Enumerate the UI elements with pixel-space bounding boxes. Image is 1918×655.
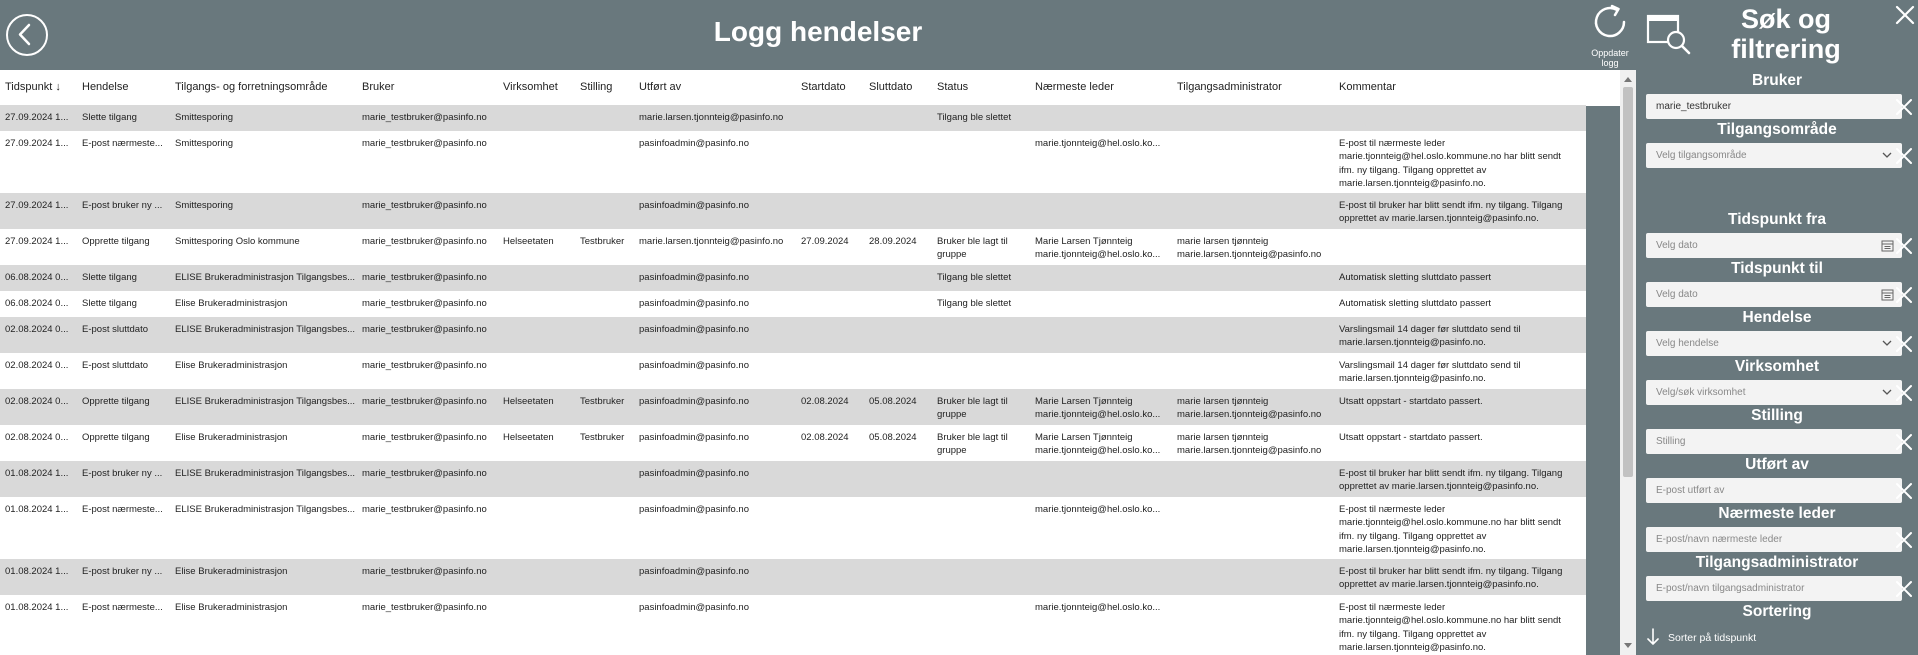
chevron-down-icon [1882, 338, 1892, 348]
cell-sluttdato [869, 359, 933, 389]
calendar-icon[interactable] [1881, 288, 1894, 301]
col-header-tilgangsadministrator[interactable]: Tilgangsadministrator [1177, 81, 1282, 93]
cell-kommentar: Utsatt oppstart - startdato passert. [1339, 432, 1483, 443]
cell-sluttdato: 05.08.2024 [869, 432, 917, 443]
clear-naermeste-leder-icon[interactable] [1894, 530, 1914, 550]
scrollbar-thumb[interactable] [1623, 87, 1633, 477]
col-header-status[interactable]: Status [937, 81, 969, 93]
cell-virksomhet [503, 137, 577, 193]
cell-utfort-av: pasinfoadmin@pasinfo.no [639, 432, 749, 443]
cell-virksomhet [503, 601, 577, 655]
cell-sluttdato [869, 323, 933, 353]
cell-bruker: marie_testbruker@pasinfo.no [362, 602, 487, 613]
cell-tilgangsadministrator [1177, 565, 1337, 595]
cell-tilgangsomrade: Elise Brukeradministrasjon [175, 602, 288, 613]
cell-kommentar: Utsatt oppstart - startdato passert. [1339, 396, 1483, 407]
col-header-stilling[interactable]: Stilling [580, 81, 613, 93]
cell-tilgangsadministrator [1177, 111, 1337, 131]
table-row[interactable] [0, 425, 1586, 461]
col-header-bruker[interactable]: Bruker [362, 81, 395, 93]
cell-virksomhet: Helseetaten [503, 396, 554, 407]
cell-sluttdato: 28.09.2024 [869, 236, 917, 247]
cell-utfort-av: pasinfoadmin@pasinfo.no [639, 324, 749, 335]
col-header-startdato[interactable]: Startdato [801, 81, 846, 93]
cell-startdato: 27.09.2024 [801, 236, 849, 247]
header-bar [0, 0, 1636, 70]
col-header-tidspunkt[interactable]: Tidspunkt ↓ [5, 81, 61, 93]
cell-stilling: Testbruker [580, 396, 625, 407]
clear-tilgangsomrade-icon[interactable] [1894, 146, 1914, 166]
cell-startdato [801, 467, 865, 497]
filter-panel [1636, 0, 1918, 655]
cell-bruker: marie_testbruker@pasinfo.no [362, 468, 487, 479]
naermeste-leder-input[interactable] [1646, 527, 1902, 552]
hendelse-placeholder: Velg hendelse [1656, 338, 1719, 349]
cell-hendelse: Opprette tilgang [82, 236, 150, 247]
cell-kommentar: E-post til bruker har blitt sendt ifm. ny tilgang. Tilgang opprettet av marie.larsen.tjonnteig@pasinfo.no. [1339, 468, 1563, 493]
cell-virksomhet [503, 323, 577, 353]
cell-sluttdato [869, 565, 933, 595]
cell-utfort-av: pasinfoadmin@pasinfo.no [639, 200, 749, 211]
cell-status [937, 359, 1033, 389]
cell-tilgangsomrade: Elise Brukeradministrasjon [175, 298, 288, 309]
table-row[interactable] [0, 229, 1586, 265]
clear-tidspunkt-til-icon[interactable] [1894, 285, 1914, 305]
cell-status: Bruker ble lagt til gruppe [937, 432, 1008, 457]
cell-naermeste-leder [1035, 467, 1175, 497]
cell-stilling [580, 199, 636, 229]
cell-hendelse: E-post bruker ny ... [82, 566, 163, 577]
cell-hendelse: E-post sluttdato [82, 360, 149, 371]
col-header-sluttdato[interactable]: Sluttdato [869, 81, 913, 93]
cell-stilling: Testbruker [580, 432, 625, 443]
virksomhet-placeholder: Velg/søk virksomhet [1656, 387, 1746, 398]
cell-stilling [580, 323, 636, 353]
cell-tilgangsomrade: Elise Brukeradministrasjon [175, 566, 288, 577]
cell-bruker: marie_testbruker@pasinfo.no [362, 396, 487, 407]
cell-tilgangsomrade: ELISE Brukeradministrasjon Tilgangsbes... [175, 324, 356, 335]
cell-tilgangsadministrator [1177, 359, 1337, 389]
cell-sluttdato [869, 137, 933, 193]
cell-tidspunkt: 02.08.2024 0... [5, 396, 69, 407]
refresh-icon [1590, 2, 1630, 42]
clear-bruker-icon[interactable] [1894, 97, 1914, 117]
cell-kommentar: E-post til bruker har blitt sendt ifm. ny tilgang. Tilgang opprettet av marie.larsen.tjonnteig@pasinfo.no. [1339, 200, 1563, 225]
col-header-utfort-av[interactable]: Utført av [639, 81, 682, 93]
cell-status [937, 565, 1033, 595]
stilling-input[interactable] [1646, 429, 1902, 454]
filter-label-tilgangsadministrator: Tilgangsadministrator [1695, 554, 1859, 571]
tilgangsadministrator-input[interactable] [1646, 576, 1902, 601]
cell-sluttdato [869, 111, 933, 131]
cell-tilgangsadministrator: marie larsen tjønnteig marie.larsen.tjonnteig@pasinfo.no [1177, 432, 1322, 457]
utfort-av-placeholder: E-post utført av [1656, 485, 1725, 496]
cell-utfort-av: marie.larsen.tjonnteig@pasinfo.no [639, 112, 784, 123]
cell-kommentar: E-post til nærmeste leder marie.tjonnteig@hel.oslo.kommune.no har blitt sendt ifm. ny tilgang. Tilgang opprettet av marie.larsen.tjonnteig@pasinfo.no. [1339, 504, 1561, 555]
cell-startdato [801, 199, 865, 229]
cell-status: Bruker ble lagt til gruppe [937, 396, 1008, 421]
cell-startdato [801, 111, 865, 131]
cell-virksomhet [503, 199, 577, 229]
cell-bruker: marie_testbruker@pasinfo.no [362, 236, 487, 247]
filter-panel-title: Søk og filtrering [1731, 4, 1841, 64]
bruker-input[interactable] [1646, 94, 1902, 119]
cell-stilling [580, 565, 636, 595]
close-icon[interactable] [1894, 4, 1916, 26]
cell-bruker: marie_testbruker@pasinfo.no [362, 324, 487, 335]
cell-tidspunkt: 01.08.2024 1... [5, 602, 69, 613]
tidspunkt-til-datepicker[interactable] [1646, 282, 1902, 307]
tilgangsadministrator-placeholder: E-post/navn tilgangsadministrator [1656, 583, 1805, 594]
cell-startdato [801, 323, 865, 353]
table-row[interactable] [0, 265, 1586, 291]
cell-tidspunkt: 01.08.2024 1... [5, 504, 69, 515]
sort-down-arrow-icon [1646, 627, 1660, 647]
filter-label-hendelse: Hendelse [1742, 309, 1812, 326]
table-row[interactable] [0, 105, 1586, 131]
table-row[interactable] [0, 595, 1586, 655]
cell-stilling [580, 601, 636, 655]
chevron-down-icon [1882, 387, 1892, 397]
calendar-icon[interactable] [1881, 239, 1894, 252]
cell-naermeste-leder: Marie Larsen Tjønnteig marie.tjonnteig@hel.oslo.ko... [1035, 396, 1161, 421]
cell-virksomhet [503, 467, 577, 497]
cell-virksomhet: Helseetaten [503, 432, 554, 443]
col-header-hendelse[interactable]: Hendelse [82, 81, 129, 93]
table-row[interactable] [0, 559, 1586, 595]
chevron-down-icon [1882, 150, 1892, 160]
tidspunkt-fra-placeholder: Velg dato [1656, 240, 1698, 251]
cell-hendelse: E-post bruker ny ... [82, 200, 163, 211]
tilgangsomrade-placeholder: Velg tilgangsområde [1656, 150, 1747, 161]
filter-label-virksomhet: Virksomhet [1734, 358, 1820, 375]
cell-kommentar: Automatisk sletting sluttdato passert [1339, 272, 1492, 283]
cell-utfort-av: pasinfoadmin@pasinfo.no [639, 602, 749, 613]
cell-sluttdato [869, 601, 933, 655]
cell-tilgangsadministrator [1177, 601, 1337, 655]
bruker-input-value: marie_testbruker [1656, 101, 1732, 112]
cell-naermeste-leder [1035, 297, 1175, 317]
cell-utfort-av: pasinfoadmin@pasinfo.no [639, 504, 749, 515]
sort-option-label: Sorter på tidspunkt [1668, 632, 1757, 644]
cell-tilgangsomrade: Smittesporing [175, 112, 234, 123]
utfort-av-input[interactable] [1646, 478, 1902, 503]
cell-tilgangsomrade: Smittesporing Oslo kommune [175, 236, 300, 247]
cell-kommentar: E-post til nærmeste leder marie.tjonnteig@hel.oslo.kommune.no har blitt sendt ifm. ny tilgang. Tilgang opprettet av marie.larsen.tjonnteig@pasinfo.no. [1339, 602, 1561, 653]
table-row[interactable] [0, 291, 1586, 317]
cell-startdato [801, 565, 865, 595]
col-header-kommentar[interactable]: Kommentar [1339, 81, 1396, 93]
cell-utfort-av: marie.larsen.tjonnteig@pasinfo.no [639, 236, 784, 247]
filter-label-stilling: Stilling [1751, 407, 1803, 424]
cell-kommentar: Automatisk sletting sluttdato passert [1339, 298, 1492, 309]
refresh-log-button[interactable] [1588, 0, 1632, 70]
table-scrollbar[interactable] [1620, 70, 1636, 655]
hendelse-dropdown[interactable] [1646, 331, 1902, 356]
cell-naermeste-leder [1035, 565, 1175, 595]
cell-naermeste-leder: marie.tjonnteig@hel.oslo.ko... [1035, 504, 1161, 515]
cell-startdato [801, 359, 865, 389]
cell-status: Tilgang ble slettet [937, 112, 1012, 123]
cell-tilgangsadministrator [1177, 199, 1337, 229]
cell-tilgangsadministrator: marie larsen tjønnteig marie.larsen.tjonnteig@pasinfo.no [1177, 236, 1322, 261]
col-header-naermeste-leder[interactable]: Nærmeste leder [1035, 81, 1114, 93]
cell-sluttdato [869, 467, 933, 497]
cell-sluttdato [869, 503, 933, 559]
cell-status [937, 503, 1033, 559]
cell-naermeste-leder: marie.tjonnteig@hel.oslo.ko... [1035, 602, 1161, 613]
cell-startdato: 02.08.2024 [801, 396, 849, 407]
cell-hendelse: Opprette tilgang [82, 432, 150, 443]
clear-stilling-icon[interactable] [1894, 432, 1914, 452]
refresh-label: Oppdater logg [1591, 48, 1629, 68]
cell-stilling: Testbruker [580, 236, 625, 247]
table-row[interactable] [0, 317, 1586, 353]
table-side-band [1586, 106, 1620, 655]
cell-tilgangsadministrator: marie larsen tjønnteig marie.larsen.tjonnteig@pasinfo.no [1177, 396, 1322, 421]
table-row[interactable] [0, 353, 1586, 389]
cell-utfort-av: pasinfoadmin@pasinfo.no [639, 360, 749, 371]
cell-tilgangsomrade: Smittesporing [175, 138, 234, 149]
clear-tilgangsadministrator-icon[interactable] [1894, 579, 1914, 599]
cell-hendelse: Slette tilgang [82, 272, 137, 283]
scroll-up-icon[interactable] [1624, 77, 1632, 82]
cell-naermeste-leder: marie.tjonnteig@hel.oslo.ko... [1035, 138, 1161, 149]
cell-stilling [580, 467, 636, 497]
cell-naermeste-leder: Marie Larsen Tjønnteig marie.tjonnteig@hel.oslo.ko... [1035, 432, 1161, 457]
cell-tilgangsomrade: Elise Brukeradministrasjon [175, 360, 288, 371]
cell-stilling [580, 297, 636, 317]
virksomhet-dropdown[interactable] [1646, 380, 1902, 405]
cell-utfort-av: pasinfoadmin@pasinfo.no [639, 396, 749, 407]
cell-status: Tilgang ble slettet [937, 272, 1012, 283]
cell-status [937, 467, 1033, 497]
cell-tilgangsomrade: ELISE Brukeradministrasjon Tilgangsbes... [175, 504, 356, 515]
cell-hendelse: Slette tilgang [82, 298, 137, 309]
tidspunkt-fra-datepicker[interactable] [1646, 233, 1902, 258]
table-row[interactable] [0, 461, 1586, 497]
cell-bruker: marie_testbruker@pasinfo.no [362, 298, 487, 309]
cell-utfort-av: pasinfoadmin@pasinfo.no [639, 272, 749, 283]
cell-utfort-av: pasinfoadmin@pasinfo.no [639, 468, 749, 479]
filter-label-naermeste-leder: Nærmeste leder [1718, 505, 1836, 522]
cell-hendelse: E-post bruker ny ... [82, 468, 163, 479]
cell-virksomhet [503, 503, 577, 559]
cell-tilgangsadministrator [1177, 137, 1337, 193]
table-row[interactable] [0, 131, 1586, 193]
clear-utfort-av-icon[interactable] [1894, 481, 1914, 501]
cell-kommentar [1339, 235, 1579, 265]
cell-bruker: marie_testbruker@pasinfo.no [362, 272, 487, 283]
cell-tilgangsadministrator [1177, 271, 1337, 291]
cell-startdato [801, 137, 865, 193]
cell-kommentar: Varslingsmail 14 dager før sluttdato send til marie.larsen.tjonnteig@pasinfo.no. [1339, 324, 1521, 349]
cell-sluttdato: 05.08.2024 [869, 396, 917, 407]
cell-hendelse: Slette tilgang [82, 112, 137, 123]
cell-startdato [801, 297, 865, 317]
filter-label-sortering: Sortering [1742, 603, 1812, 620]
cell-utfort-av: pasinfoadmin@pasinfo.no [639, 566, 749, 577]
cell-startdato [801, 271, 865, 291]
cell-stilling [580, 271, 636, 291]
cell-status [937, 199, 1033, 229]
cell-tilgangsadministrator [1177, 323, 1337, 353]
tilgangsomrade-dropdown[interactable] [1646, 143, 1902, 168]
cell-status [937, 323, 1033, 353]
col-header-virksomhet[interactable]: Virksomhet [503, 81, 558, 93]
table-row[interactable] [0, 193, 1586, 229]
cell-tidspunkt: 06.08.2024 0... [5, 272, 69, 283]
cell-hendelse: E-post nærmeste... [82, 138, 163, 149]
cell-status [937, 137, 1033, 193]
cell-bruker: marie_testbruker@pasinfo.no [362, 138, 487, 149]
cell-sluttdato [869, 271, 933, 291]
cell-tidspunkt: 02.08.2024 0... [5, 324, 69, 335]
cell-startdato [801, 503, 865, 559]
cell-tidspunkt: 27.09.2024 1... [5, 236, 69, 247]
cell-virksomhet [503, 111, 577, 131]
cell-status [937, 601, 1033, 655]
cell-naermeste-leder [1035, 111, 1175, 131]
cell-tidspunkt: 01.08.2024 1... [5, 468, 69, 479]
sort-by-time-toggle[interactable] [1646, 627, 1902, 647]
cell-naermeste-leder: Marie Larsen Tjønnteig marie.tjonnteig@hel.oslo.ko... [1035, 236, 1161, 261]
cell-kommentar [1339, 111, 1579, 131]
cell-sluttdato [869, 199, 933, 229]
naermeste-leder-placeholder: E-post/navn nærmeste leder [1656, 534, 1783, 545]
cell-kommentar: E-post til bruker har blitt sendt ifm. ny tilgang. Tilgang opprettet av marie.larsen.tjonnteig@pasinfo.no. [1339, 566, 1563, 591]
cell-bruker: marie_testbruker@pasinfo.no [362, 432, 487, 443]
cell-hendelse: E-post sluttdato [82, 324, 149, 335]
filter-label-tidspunkt-fra: Tidspunkt fra [1728, 211, 1826, 228]
cell-status: Tilgang ble slettet [937, 298, 1012, 309]
cell-kommentar: Varslingsmail 14 dager før sluttdato send til marie.larsen.tjonnteig@pasinfo.no. [1339, 360, 1521, 385]
cell-tidspunkt: 27.09.2024 1... [5, 200, 69, 211]
cell-status: Bruker ble lagt til gruppe [937, 236, 1008, 261]
cell-tidspunkt: 06.08.2024 0... [5, 298, 69, 309]
cell-startdato [801, 601, 865, 655]
clear-virksomhet-icon[interactable] [1894, 383, 1914, 403]
cell-tidspunkt: 27.09.2024 1... [5, 138, 69, 149]
cell-utfort-av: pasinfoadmin@pasinfo.no [639, 298, 749, 309]
cell-hendelse: E-post nærmeste... [82, 504, 163, 515]
cell-stilling [580, 111, 636, 131]
cell-sluttdato [869, 297, 933, 317]
cell-tidspunkt: 27.09.2024 1... [5, 112, 69, 123]
stilling-placeholder: Stilling [1656, 436, 1686, 447]
cell-virksomhet: Helseetaten [503, 236, 554, 247]
cell-naermeste-leder [1035, 199, 1175, 229]
cell-virksomhet [503, 565, 577, 595]
cell-stilling [580, 137, 636, 193]
cell-bruker: marie_testbruker@pasinfo.no [362, 360, 487, 371]
cell-bruker: marie_testbruker@pasinfo.no [362, 566, 487, 577]
cell-tidspunkt: 02.08.2024 0... [5, 360, 69, 371]
col-header-tilgangsomrade[interactable]: Tilgangs- og forretningsområde [175, 81, 328, 93]
cell-tilgangsomrade: ELISE Brukeradministrasjon Tilgangsbes... [175, 468, 356, 479]
cell-virksomhet [503, 297, 577, 317]
cell-tilgangsadministrator [1177, 297, 1337, 317]
tidspunkt-til-placeholder: Velg dato [1656, 289, 1698, 300]
filter-label-tidspunkt-til: Tidspunkt til [1731, 260, 1823, 277]
cell-bruker: marie_testbruker@pasinfo.no [362, 504, 487, 515]
cell-hendelse: Opprette tilgang [82, 396, 150, 407]
cell-hendelse: E-post nærmeste... [82, 602, 163, 613]
log-table [0, 70, 1636, 655]
cell-naermeste-leder [1035, 271, 1175, 291]
table-row[interactable] [0, 497, 1586, 559]
scroll-down-icon[interactable] [1624, 643, 1632, 648]
table-row[interactable] [0, 389, 1586, 425]
clear-tidspunkt-fra-icon[interactable] [1894, 236, 1914, 256]
cell-kommentar: E-post til nærmeste leder marie.tjonnteig@hel.oslo.kommune.no har blitt sendt ifm. ny tilgang. Tilgang opprettet av marie.larsen.tjonnteig@pasinfo.no. [1339, 138, 1561, 189]
cell-tilgangsomrade: Elise Brukeradministrasjon [175, 432, 288, 443]
cell-tilgangsomrade: ELISE Brukeradministrasjon Tilgangsbes... [175, 272, 356, 283]
cell-tidspunkt: 01.08.2024 1... [5, 566, 69, 577]
page-title: Logg hendelser [713, 16, 923, 47]
cell-naermeste-leder [1035, 359, 1175, 389]
clear-hendelse-icon[interactable] [1894, 334, 1914, 354]
cell-virksomhet [503, 271, 577, 291]
cell-tilgangsomrade: ELISE Brukeradministrasjon Tilgangsbes... [175, 396, 356, 407]
filter-label-tilgangsomrade: Tilgangsområde [1717, 121, 1837, 138]
cell-startdato: 02.08.2024 [801, 432, 849, 443]
cell-bruker: marie_testbruker@pasinfo.no [362, 112, 487, 123]
cell-bruker: marie_testbruker@pasinfo.no [362, 200, 487, 211]
cell-tilgangsadministrator [1177, 467, 1337, 497]
cell-tilgangsadministrator [1177, 503, 1337, 559]
filter-label-utfort-av: Utført av [1745, 456, 1809, 473]
cell-tilgangsomrade: Smittesporing [175, 200, 234, 211]
filter-label-bruker: Bruker [1752, 72, 1802, 89]
table-header [0, 70, 1620, 105]
cell-stilling [580, 503, 636, 559]
cell-stilling [580, 359, 636, 389]
cell-naermeste-leder [1035, 323, 1175, 353]
cell-tidspunkt: 02.08.2024 0... [5, 432, 69, 443]
cell-virksomhet [503, 359, 577, 389]
cell-utfort-av: pasinfoadmin@pasinfo.no [639, 138, 749, 149]
